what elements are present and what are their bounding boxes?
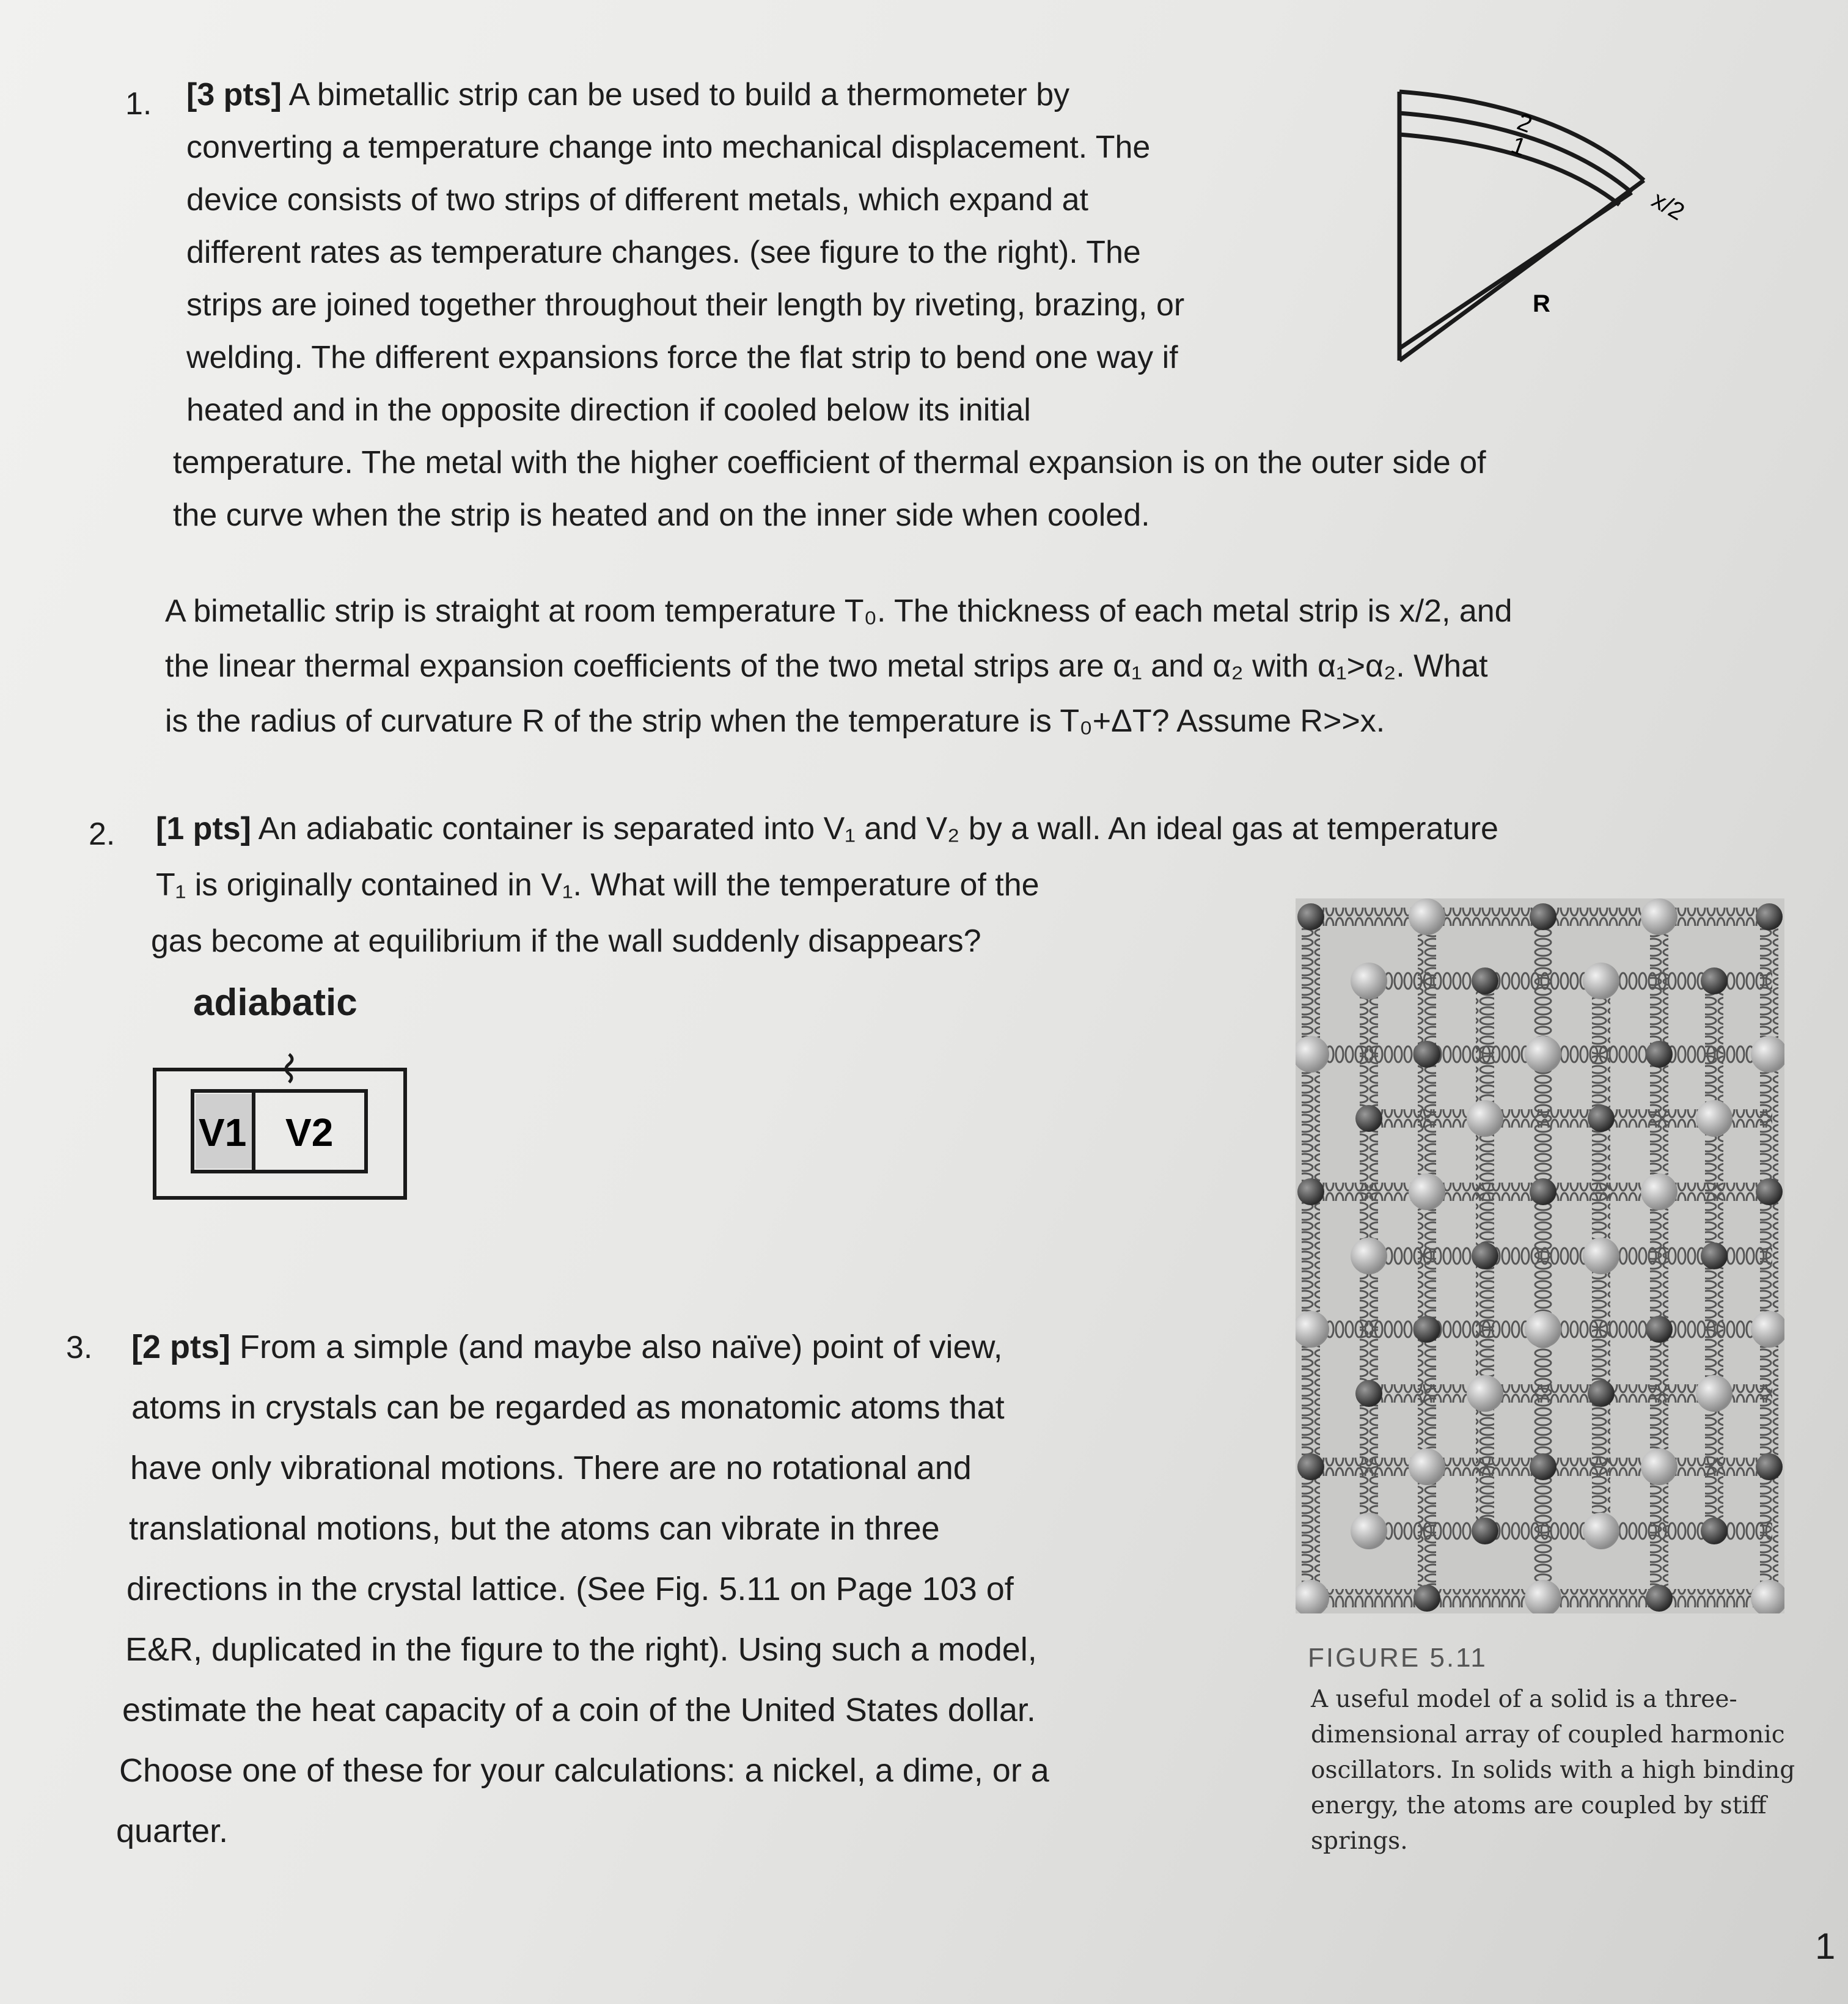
figure-5-11-title: FIGURE 5.11 bbox=[1308, 1643, 1487, 1673]
q3-line-2: atoms in crystals can be regarded as monatomic atoms that bbox=[131, 1389, 1005, 1426]
strip-1-label: 1 bbox=[1507, 131, 1530, 162]
q3-points: [2 pts] bbox=[131, 1329, 230, 1365]
q1-p2-line-2: the linear thermal expansion coefficients of the two metal strips are α₁ and α₂ with α₁>α₂. What bbox=[165, 648, 1488, 684]
q2-points: [1 pts] bbox=[156, 811, 251, 846]
q1-line-9: the curve when the strip is heated and on the inner side when cooled. bbox=[173, 497, 1150, 533]
q1-line-6: welding. The different expansions force the flat strip to bend one way if bbox=[186, 340, 1178, 375]
q3-number: 3. bbox=[66, 1330, 93, 1365]
q1-points: [3 pts] bbox=[186, 77, 282, 112]
q2-line-2: T₁ is originally contained in V₁. What will the temperature of the bbox=[156, 867, 1040, 903]
q3-line-9: quarter. bbox=[116, 1813, 229, 1849]
q3-line-6: E&R, duplicated in the figure to the right). Using such a model, bbox=[125, 1631, 1037, 1668]
q1-p2-line-1: A bimetallic strip is straight at room temperature T₀. The thickness of each metal strip is x/2, and bbox=[165, 593, 1513, 629]
thickness-label: x/2 bbox=[1647, 186, 1689, 226]
q3-text bbox=[116, 1317, 1292, 1862]
q2-line-3: gas become at equilibrium if the wall suddenly disappears? bbox=[151, 923, 981, 959]
v1-label: V1 bbox=[199, 1110, 247, 1154]
q1-line-7: heated and in the opposite direction if cooled below its initial bbox=[186, 392, 1031, 428]
q3-line-1: [2 pts] From a simple (and maybe also naïve) point of view, bbox=[131, 1329, 1003, 1365]
q2-number: 2. bbox=[89, 817, 116, 852]
q2-line-1: [1 pts] An adiabatic container is separated into V₁ and V₂ by a wall. An ideal gas at temperature bbox=[156, 811, 1498, 846]
q3-line-7: estimate the heat capacity of a coin of the United States dollar. bbox=[122, 1692, 1036, 1728]
q3-line-5: directions in the crystal lattice. (See Fig. 5.11 on Page 103 of bbox=[127, 1571, 1014, 1607]
bimetallic-strip-figure bbox=[1387, 79, 1729, 385]
q3-line-3: have only vibrational motions. There are no rotational and bbox=[130, 1450, 972, 1486]
q3-line-4: translational motions, but the atoms can vibrate in three bbox=[129, 1510, 940, 1547]
q1-number: 1. bbox=[125, 86, 152, 122]
radius-label: R bbox=[1533, 290, 1550, 317]
v2-label: V2 bbox=[285, 1110, 334, 1154]
q3-line-8: Choose one of these for your calculations: a nickel, a dime, or a bbox=[119, 1752, 1049, 1789]
q1-line-1: [3 pts] A bimetallic strip can be used to build a thermometer by bbox=[186, 77, 1070, 112]
container-diagram bbox=[150, 1045, 413, 1204]
adiabatic-label: adiabatic bbox=[193, 982, 358, 1024]
q1-line-5: strips are joined together throughout their length by riveting, brazing, or bbox=[186, 287, 1185, 323]
q1-p2-line-3: is the radius of curvature R of the strip when the temperature is T₀+ΔT? Assume R>>x. bbox=[165, 703, 1385, 739]
q1-paragraph-2 bbox=[165, 584, 1815, 749]
q1-line-8: temperature. The metal with the higher coefficient of thermal expansion is on the outer side of bbox=[173, 445, 1486, 480]
page-number: 1 bbox=[1815, 1926, 1836, 1967]
q1-line-4: different rates as temperature changes. (see figure to the right). The bbox=[186, 235, 1141, 270]
q1-line-3: device consists of two strips of different metals, which expand at bbox=[186, 182, 1088, 218]
lattice-figure bbox=[1296, 898, 1784, 1613]
q1-line-2: converting a temperature change into mechanical displacement. The bbox=[186, 130, 1151, 165]
strip-2-label: 2 bbox=[1513, 108, 1536, 139]
figure-5-11-caption: A useful model of a solid is a three-dimensional array of coupled harmonic oscillators. In solids with a high binding energy, the atoms are coupled by stiff springs. bbox=[1311, 1686, 1795, 1855]
